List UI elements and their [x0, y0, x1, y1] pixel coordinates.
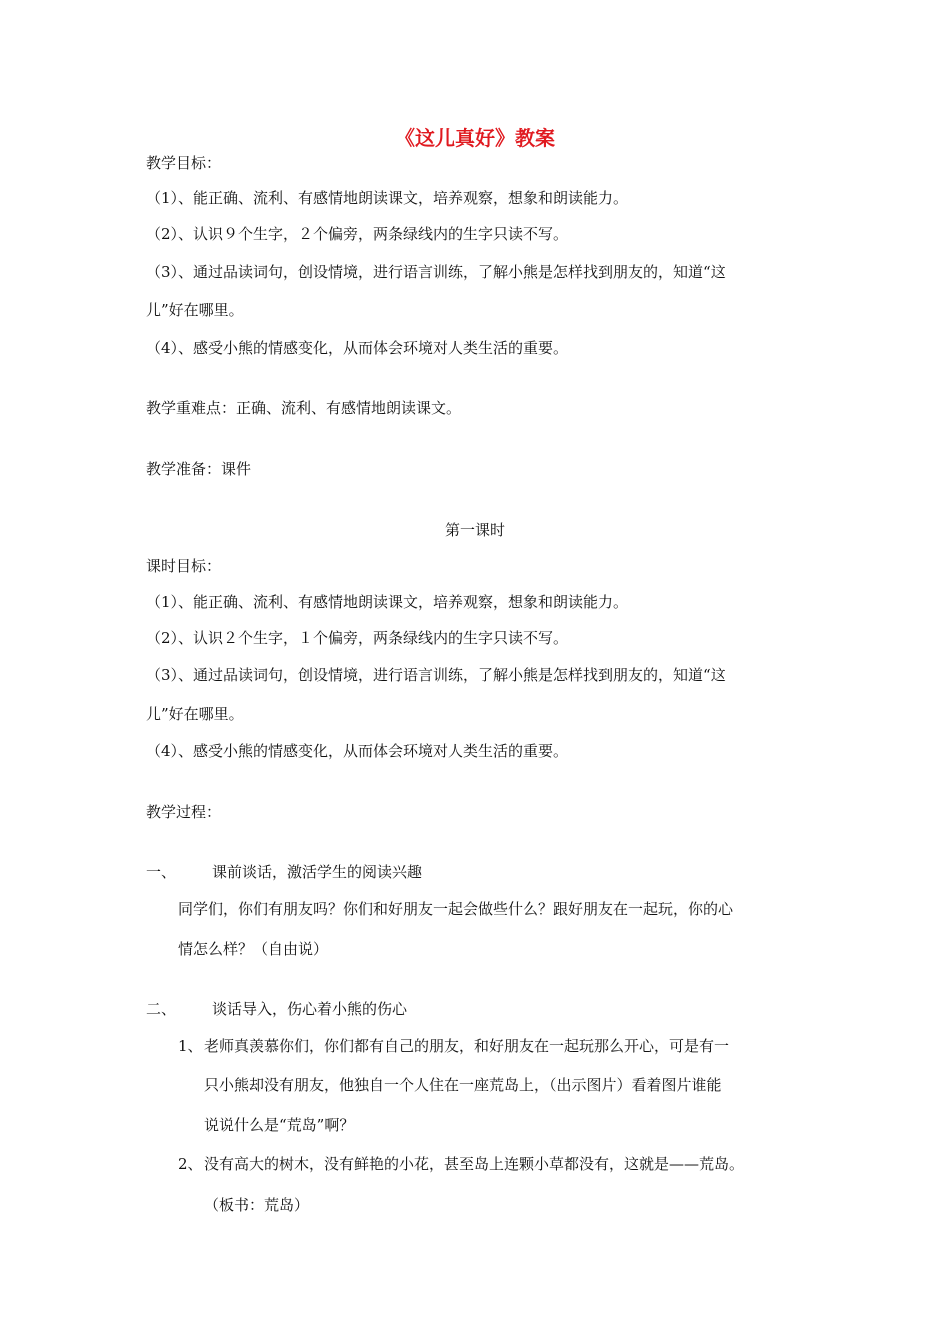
- section-2-item-1-line-3: 说说什么是“荒岛”啊？: [204, 1116, 355, 1134]
- section-2-item-1-number: 1、: [178, 1037, 203, 1055]
- section-2-item-2-text-1: 没有高大的树木，没有鲜艳的小花，甚至岛上连颗小草都没有，这就是——荒岛。: [204, 1155, 745, 1173]
- section-2-number: 二、: [146, 1000, 177, 1018]
- lesson-objective-line-4: （4）、感受小熊的情感变化，从而体会环境对人类生活的重要。: [146, 742, 569, 760]
- lesson-title: 第一课时: [444, 521, 505, 539]
- section-2-item-2-line-2: （板书：荒岛）: [204, 1196, 310, 1214]
- section-2-heading: [146, 999, 407, 1019]
- section-2-item-1-text-1: 老师真羡慕你们，你们都有自己的朋友，和好朋友在一起玩那么开心，可是有一: [204, 1037, 730, 1055]
- section-2-item-2-number: 2、: [178, 1155, 203, 1173]
- lesson-objective-line-3: （3）、通过品读词句，创设情境，进行语言训练，了解小熊是怎样找到朋友的，知道“这: [146, 666, 726, 684]
- section-1-line-1: 同学们，你们有朋友吗？你们和好朋友一起会做些什么？跟好朋友在一起玩，你的心: [178, 900, 734, 918]
- section-1-title: 课前谈话，激活学生的阅读兴趣: [212, 863, 423, 881]
- objective-line-3-cont: 儿”好在哪里。: [146, 301, 244, 319]
- section-1-heading: [146, 862, 422, 882]
- section-2-item-1-line-1: [178, 1036, 729, 1056]
- section-1-line-2: 情怎么样？（自由说）: [178, 940, 329, 958]
- lesson-objective-line-3-cont: 儿”好在哪里。: [146, 705, 244, 723]
- objective-line-4: （4）、感受小熊的情感变化，从而体会环境对人类生活的重要。: [146, 339, 569, 357]
- objective-line-1: （1）、能正确、流利、有感情地朗读课文，培养观察，想象和朗读能力。: [146, 189, 629, 207]
- section-1-number: 一、: [146, 863, 177, 881]
- lesson-objectives-label: 课时目标：: [146, 557, 222, 575]
- process-label: 教学过程：: [146, 803, 222, 821]
- objective-line-3: （3）、通过品读词句，创设情境，进行语言训练，了解小熊是怎样找到朋友的，知道“这: [146, 263, 726, 281]
- objective-line-2: （2）、认识９个生字，２个偏旁，两条绿线内的生字只读不写。: [146, 225, 569, 243]
- section-2-title: 谈话导入，伤心着小熊的伤心: [212, 1000, 408, 1018]
- section-2-item-2-line-1: [178, 1154, 744, 1174]
- objectives-label: 教学目标：: [146, 154, 222, 172]
- document-title: 《这儿真好》教案: [395, 126, 555, 150]
- lesson-objective-line-1: （1）、能正确、流利、有感情地朗读课文，培养观察，想象和朗读能力。: [146, 593, 629, 611]
- preparation: 教学准备：课件: [146, 460, 252, 478]
- lesson-objective-line-2: （2）、认识２个生字，１个偏旁，两条绿线内的生字只读不写。: [146, 629, 569, 647]
- section-2-item-1-line-2: 只小熊却没有朋友，他独自一个人住在一座荒岛上，（出示图片）看着图片谁能: [204, 1076, 722, 1094]
- key-points: 教学重难点：正确、流利、有感情地朗读课文。: [146, 399, 462, 417]
